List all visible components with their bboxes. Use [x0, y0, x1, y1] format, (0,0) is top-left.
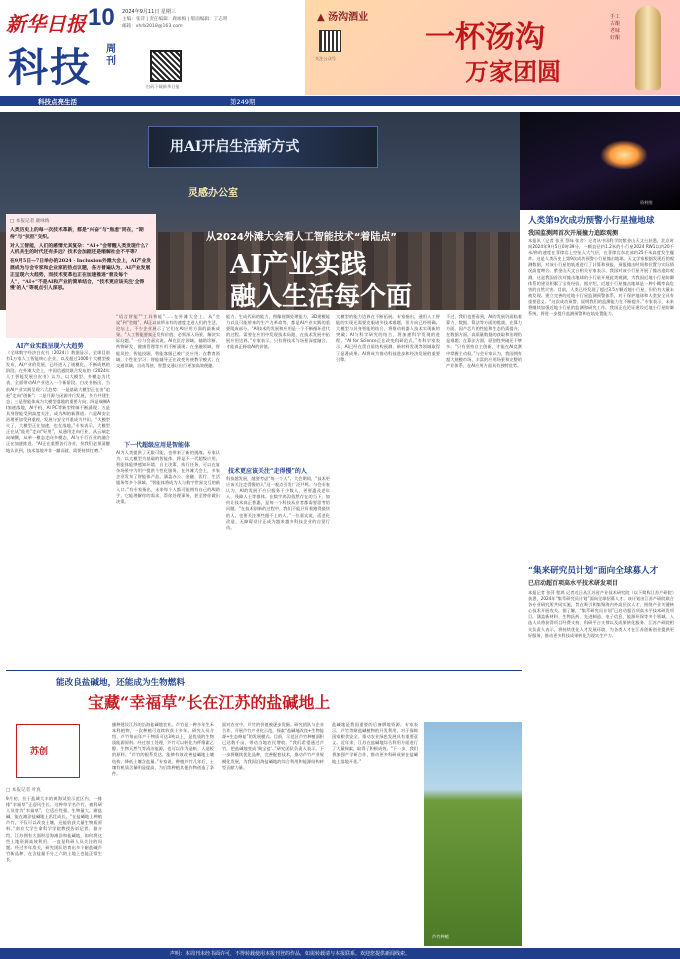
body-col-1: 《全球数字经济白皮书（2024）》数据显示，全球目前有1万家人工智能核心企业，以及超过1000个大模型被发布，AI产业的发展，已经进入了规模化，不断成熟的阶段。在外滩大会上，中国信通院联合发布的《2024年人工智能发展白皮书》认为，以大模型、多模态为代表，全面带动AI产业进入一个新阶段。白皮书指出，当前AI产业实践呈现六大趋势：一是基础大模型正在由“追赶”走向“创新”；二是开源与闭源并行发展，多方共建生态；三是智能体成为大模型落地的重要方向；四是端侧AI加速落地，AI手机、AI PC等新型终端不断涌现；五是具身智能受到高度关注，成为AI的新赛道；六是AI安全治理更加受到重视，发展与安全并重成为共识。“大模型火了，大模型正在加速，也在落地。”专家表示，大模型正在从“能用”走向“好用”，从通用走向行业，从云端走向端侧，从单一模态走向多模态，AI与千行百业的融合正在加速推进。“AI正在重塑各行各业，但我们必须清醒地认识到，技术落地并非一蹴而就，需要持续打磨。”	[6, 350, 110, 453]
lower-byline: □ 本报记者 叶真	[6, 788, 41, 793]
news2-title: “集来研究员计划”面向全球募人才	[528, 566, 659, 576]
lead-p3: 在9月5日—7日举办的2024 · Inclusion外滩大会上，AI产业发展成为与会专家和企业家的热点议题，各方普遍认为，AI产业发展正呈现六大趋势，而技术变革也正在加速推进“普及每个人”，“AI+”不是AI和产业的简单结合，“技术更应该关注‘全得慢’的人”等观点引人深思。	[10, 258, 152, 292]
masthead-email: 邮箱：xhrb2018@163.com	[122, 24, 183, 29]
hero-title-line1: AI产业实践	[230, 250, 367, 280]
ad-qr-caption: 关注公众号	[315, 56, 336, 61]
heading-slow-people: 技术更应该关注“走得慢”的人	[228, 468, 307, 475]
lower-col-2: 播种建设江苏的沿海盐碱地农业。芦竹是一种多年生禾本科植物，一次种植可连续收获十多年。研究人员介绍，芦竹每亩年产干物质可达3吨以上，是优质的生物质能源原料。经过加工处理，芦竹可以转化为纤维素乙醇、生物天然气等清洁能源，也可以作为造纸、人造板的原料。“芦竹的根系发达，能够有效改善盐碱地土壤结构，降低土壤含盐量。”专家说，种植芦竹几年后，土壤有机质含量明显提高，为后续种植其他作物创造了条件。	[112, 722, 214, 776]
section-sub: 周刊	[106, 44, 116, 67]
side-photo-caption: 资料图	[640, 200, 653, 205]
section-bar	[0, 96, 680, 106]
lower-col-1: 9月初，位于盐城大丰的黄海试验示范区内，一排排“幸福草”正迎风生长。这种草学名芦竹，被科研人员誉为“幸福草”，它适应性强，生物量大，耐盐碱，能在滩涂盐碱地上茁壮成长。“在盐碱地上种植芦竹，不仅可以改良土壤，还能收获大量生物质原料。”南京大学生命科学学院教授告诉记者。据介绍，江苏拥有大面积沿海滩涂和盐碱地，如何将这些土地资源高效利用，一直是科研人员关注的问题。经过多年攻关，研究团队培育出多个耐盐碱芦竹新品种，在含盐量千分之六的土地上也能正常生长。	[6, 796, 102, 862]
ad-line2: 万家团圆	[465, 57, 561, 86]
liquor-ad[interactable]	[305, 0, 680, 95]
lead-byline: □ 本报记者 鹿咏梅	[10, 219, 50, 224]
lower-col-3: 面对农业中，芦竹的价值被逐步发掘。研究团队与企业合作，开展芦竹产业化示范，探索“盐碱地改良+生物能源+生态修复”的发展模式。目前，示范区芦竹种植面积已达数千亩，带动当地农民增收。“我们希望通过芦竹，把盐碱地变成‘聚宝盆’。”研究团队负责人表示，下一步将继续优化品种，完善配套技术，推动芦竹产业规模化发展，为我国沿海盐碱地的综合利用和能源结构转型贡献力量。	[222, 722, 324, 770]
grass-photo	[424, 722, 522, 946]
lower-title: 宝藏“幸福草”长在江苏的盐碱地上	[88, 693, 331, 712]
photo-booth-sign: 灵感办公室	[188, 188, 238, 199]
lower-divider	[6, 670, 522, 671]
body-col-3b: 科技越发展，越要考虑“每一个人”。大会期间，“技术更应该关注走得慢的人”这一观点引发广泛共鸣。与会专家认为，AI的发展不应只服务于少数人，更要惠及老年人、残障人士等群体。在数字鸿沟依然存在的当下，如何让技术真正普惠，是每一个科技从业者都需要思考的问题。“在技术创新的过程中，我们不能只盯着跑得最快的人，也要关注那些跟不上的人。”一位嘉宾说，适老化改造、无障碍设计正成为越来越多科技企业的自觉行动。	[226, 476, 330, 530]
hero-subtitle: 从2024外滩大会看人工智能技术“着陆点”	[206, 232, 397, 243]
bottle-image	[635, 6, 661, 90]
photo-screen-text: 用AI开启生活新方式	[170, 139, 300, 155]
lower-col-4: 盐碱地是我国重要的后备耕地资源。专家表示，芦竹等耐盐碱植物的开发利用，对于保障国家粮食安全、推动农业绿色发展具有重要意义。近年来，江苏在盐碱地综合利用方面进行了大量探索，取得了积极成效。“下一步，我们将加强产学研合作，推动更多科研成果在盐碱地上落地开花。”	[332, 722, 418, 764]
news2-body: 本报记者 张萍 程鸿 记者近日从江苏省产业技术研究院（以下简称江苏产研院）获悉，2024年“集萃研究员计划”面向全球招募人才。该计划由江苏产研院联合各专业研究所共同实施，旨在吸引和集聚海内外高层次人才，围绕产业关键核心技术开展攻关。据了解，“集萃研究员计划”已启动超百项高水平技术研发项目，涵盖新材料、生物医药、先进制造、电子信息、能源环保等多个领域。入选人员将获得项目经费支持、科研平台支撑以及成果转化服务。江苏产研院相关负责人表示，将持续优化人才发展环境，为各类人才在江苏创新创业提供更好服务，推动更多科技成果转化为现实生产力。	[528, 590, 674, 638]
heading-agents: 下一代超级应用是智能体	[124, 442, 191, 449]
ad-brand: ▲ 汤沟酒业	[317, 12, 369, 23]
footer-text: 声明：本周刊未经书面许可，不得转载使用本报刊登的作品，如需转载请与本报联系。欢迎您提供新闻线索。	[170, 951, 411, 957]
lower-kicker: 能改良盐碱地，还能成为生物燃料	[56, 678, 185, 688]
side-photo	[520, 112, 680, 210]
body-col-2b: AI为人类提供了无限可能，也带来了新的挑战。专家认为，以大模型为基础的智能体，将是下一代超级应用。智能体能够感知环境、自主决策、执行任务，可以在复杂场景中为用户提供个性化服务。在外滩大会上，多家企业发布了智能体产品，涵盖办公、金融、医疗、生活服务等多个领域。“智能体将成为人与数字世界交互的新入口。”有专家指出，未来每个人都可能拥有自己的AI助手，它能理解你的需求，帮你处理事务，甚至替你做出决策。	[116, 450, 220, 504]
qr-caption: 扫码下载新华日报	[146, 84, 180, 89]
suchuang-label: 苏创	[30, 747, 49, 757]
news1-body: 本报讯（记者 张亚 蔡咏 张舍）记者从中国科学院紫金山天文台获悉，北京时间2024年9月5日0时39分，一颗直径约1.2米的小行星2024 RW1以约20千米/秒的速度在菲律宾上空坠入大气层，在菲律宾东北部约25千米高度发生爆炸。这是人类历史上第9次成功预警小行星撞击地球。天文学家根据发现后的观测数据，对该小行星的轨道进行了计算和预报，预报撞击时间和位置与实际情况高度吻合。紫金山天文台相关专家表示，我国对该小行星开展了撞击追踪观测，这是我国首次对撞击地球的小行星开展此类观测，为我国近地小行星防御体系的建设积累了宝贵经验。据介绍，近地小行星撞击地球是一种小概率高危害的自然灾害。目前，人类已经发现了超过3.5万颗近地小行星，但仍有大量未被发现。建立完善的近地小行星监测预警体系，对于保护地球和人类安全具有重要意义。“这次成功预警，说明我们的监测能力在不断提升。”专家表示，未来将继续加强近地小行星的监测和研究工作。我国正在论证建设近地小行星防御系统，将进一步提升监测预警和在轨处置能力。	[528, 238, 674, 317]
slogan: 科技点亮生活	[38, 98, 77, 106]
body-col-3: 能力，生成代码的能力，图像视频处理能力，3D建模能力以及可能带来的生产力革命等，都是AI产业实践的重要组成部分。“AI技术的发展和应用是一个不断循环迭代的过程。需要在应用中发现技术局限，在技术发展中拓展应用边界。”专家表示，只有将技术与场景深度融合，才能真正释放AI的价值。	[226, 314, 330, 350]
page-number: 10	[88, 4, 115, 31]
qr-code	[150, 50, 182, 82]
news1-subtitle: 我国监测网首次开展撞力追踪观测	[528, 230, 619, 237]
issue-number: 第249期	[230, 98, 256, 106]
hero-title-line2: 融入生活每个面	[230, 282, 413, 310]
heading-trends: AI产业实践呈现六大趋势	[16, 343, 84, 350]
body-col-5: 不过，我们也要看到，AI的发展仍面临着算力、数据、算法等方面的挑战。在算力方面，国产芯片的性能和生态仍需提升；在数据方面，高质量数据的获取和治理仍是难题；在算法方面，原创性突破还不够多。“只有坚持自主创新，才能在AI竞赛中掌握主动权。”与会专家认为，我国拥有超大规模市场、丰富的应用场景和完整的产业体系，在AI应用方面具有独特优势。	[446, 314, 522, 368]
lead-p2: 对人工智能，人们的感情尤其复杂：“AI+”会带醒人类发现什么？人机共生的时代还有多远？技术会加剧还是缩解社会不平等？	[10, 242, 151, 256]
section-title: 科技	[8, 44, 92, 91]
news2-subtitle: 已启动超百项高水平技术研发项目	[528, 580, 619, 587]
ad-line1: 一杯汤沟	[425, 20, 545, 55]
ad-qr	[319, 30, 341, 52]
asteroid-image	[600, 140, 648, 170]
news1-title: 人类第9次成功预警小行星撞地球	[528, 216, 655, 226]
lead-p1: 人类历史上的每一次技术革新，都是“兴奋”与“焦虑”同在，“期待”与“抗拒”交织。	[10, 227, 144, 240]
newspaper-logo: 新华日报	[6, 12, 86, 36]
ad-side-text: 手工古酿 老味好酿	[610, 14, 621, 41]
masthead-date: 2024年9月11日 星期三	[122, 9, 176, 15]
masthead-editor: 主编：张萍 | 责任编辑：鹿咏梅 | 版面编辑：丁志明	[122, 17, 228, 22]
grass-photo-caption: 芦竹种植	[432, 934, 449, 939]
body-col-4: 大模型的能力边界在不断拓展。专家指出，通用人工智能的实现还需要克服诸多技术难题，但方向已经明确。大模型与具身智能的结合，将推动机器人技术实现新的突破；AI与科学研究的结合，将加速科学发现的进程。“AI for Science正在改变科研范式。”有科学家表示，AI已经在蛋白质结构预测、新材料发现等领域取得了显著成果。AI将成为推动科技进步和经济发展的重要引擎。	[336, 314, 440, 362]
body-col-2: “语言智能”“工具智能”……在外滩大会上，从“会说”到“会做”，AI正以前所未有的速度走进人们的生活。论坛上，不少企业展示了它们在AI应用方面的最新成果。“人工智能要真正发挥价值，必须深入场景，解决实际问题。”一位与会嘉宾说。AI在医疗领域，辅助诊断、药物研发、健康管理等应用不断涌现；在金融领域，智能风控、智能投顾、智能客服已被广泛应用；在教育领域，个性化学习、智能辅导正在改变传统教学模式；在交通领域，自动驾驶、智慧交通让出行更加高效便捷。	[116, 314, 220, 368]
